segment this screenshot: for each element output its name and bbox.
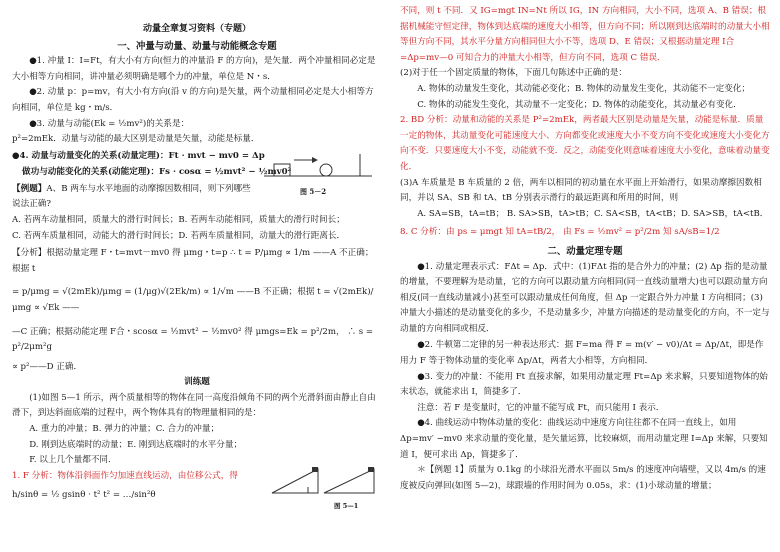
figure-5-2-caption: 图 5－2 <box>300 186 327 196</box>
left-column <box>12 22 382 510</box>
section1-title: 一、冲量与动量、动量与动能概念专题 <box>117 40 277 52</box>
question-3-options: A. SA=SB，tA=tB； B. SA>SB，tA>tB；C. SA<SB，tA<tB；D. SA>SB，tA<tB． <box>417 208 769 219</box>
variable-force-impulse: ●3. 变力的冲量：不能用 Ft 直接求解，如果用动量定理 Ft=Δp 来求解，只要知道物体的始末状态，就能求出 I，简捷多了． <box>400 371 768 398</box>
answer-2: 2. BD 分析：动量和动能的关系是 P²=2mEk，两者最大区别是动量是矢量，动能是标量．质量一定的物体，其动量变化可能速度大小、方向都变化或速度大小不变方向不变化或速度大小变化方向不变．只要速度大小不变，动能就不变．反之，动能变化则意味着速度大小变化，意味着动量变化． <box>400 115 770 172</box>
example-text: 【例题】A、B 两车与水平地面的动摩擦因数相同，则下列哪些说法正确? <box>12 183 251 210</box>
variable-force-note: 注意：若 F 是变量时，它的冲量不能写成 Ft，而只能用 I 表示． <box>417 402 665 413</box>
doc-title: 动量全章复习资料（专题） <box>142 24 251 34</box>
theorem-expression: ●1. 动量定理表示式：FΔt = Δp．式中：(1)FΔt 指的是合外力的冲量；(2) Δp 指的是动量的增量，不要理解为是动量，它的方向可以跟动量方向相同(同一直线动量增大)也可以跟动量方向相反(同一直线动量减小)甚至可以跟动量成任何角度，但 Δp 一定跟合外力冲量 I 方向相同；(3)冲量大小描述的是动量变化的多少，不是动量多少，冲量方向描述的是动量变化的方向，不一定与动量的方向相同或相反． <box>400 261 770 334</box>
analysis-line-1: 【分析】根据动量定理 F・t=mvt－mv0 得 μmg・t=p ∴ t = P/μmg ∝ 1/m ——A 不正确；根据 t <box>12 248 374 274</box>
option-c-d: C. 若两车质量相同，动能大的滑行时间长；D. 若两车质量相同，动量大的滑行距离长． <box>12 230 346 241</box>
para-momentum: ●2. 动量 p：p=mv，有大小有方向(沿 v 的方向)是矢量，两个动量相同必定是大小相等方向相同，单位是 kg・m/s． <box>12 87 374 113</box>
para-impulse: ●1. 冲量 I：I=Ft，有大小有方向(恒力的冲量沿 F 的方向)，是矢量．两个冲量相同必定是大小相等方向相同，讲冲量必须明确是哪个力的冲量，单位是 N・s． <box>12 56 376 82</box>
training-title: 训练题 <box>184 377 210 388</box>
training-q1: (1)如图 5—1 所示，两个质量相等的物体在同一高度沿倾角不同的两个光滑斜面由静止自由滑下，到达斜面底端的过程中，两个物体具有的物理量相同的是： <box>12 392 376 419</box>
question-2-options-ab: A. 物体的动量发生变化，其动能必变化；B. 物体的动量发生变化，其动能不一定变化； <box>417 83 751 94</box>
training-q1-options-abc: A. 重力的冲量；B. 弹力的冲量；C. 合力的冲量； <box>29 424 220 435</box>
figure-5-1-caption: 图 5—1 <box>334 501 359 510</box>
example-1: ＊【例题 1】质量为 0.1kg 的小球沿光滑水平面以 5m/s 的速度冲向墙壁，又以 4m/s 的速度被反向弹回(如图 5—2)，球跟墙的作用时间为 0.05s，求：(1)小球动量的增量； <box>400 465 766 491</box>
para-momentum-energy-relation: p²=2mEk．动量与动能的最大区别是动量是矢量，动能是标量． <box>12 134 260 145</box>
right-column <box>400 4 770 494</box>
question-2: (2)对于任一个固定质量的物体，下面几句陈述中正确的是： <box>400 68 628 79</box>
training-q1-options-de: D. 刚到达底端时的动量；E. 刚到达底端时的水平分量； <box>29 439 243 450</box>
analysis-line-4: ∝ p²——D 正确． <box>12 361 83 372</box>
answer-3: 8. C 分析：由 ps = μmgt 知 tA=tB/2， 由 Fs = ½mv² = p²/2m 知 sA/sB=1/2 <box>400 227 720 238</box>
newton-second-law: ●2. 牛顿第二定律的另一种表达形式：据 F=ma 得 F = m(v′ − v0)/Δt = Δp/Δt，即是作用力 F 等于物体动量的变化率 Δp/Δt，两者大小相等，方向相同． <box>400 340 764 367</box>
answer-1-continued: 不同，则 t 不同．又 IG=mgt IN=Nt 所以 IG，IN 方向相同，大小不同，选项 A、B 错误；根据机械能守恒定律，物体到达底端的速度大小相等，但方向不同；所以刚到达底端时的动量大小相等但方向不同，其水平分量方向相同但大小不等，选项 D、E 错误；又根据动量定理 I合=Δp=mv—0 可知合力的冲量大小相等，但方向不同，选项 C 错误． <box>400 6 770 63</box>
question-2-options-cd: C. 物体的动能发生变化，其动量不一定变化；D. 物体的动能变化，其动量必有变化． <box>417 99 742 110</box>
theorem-momentum: ●4. 动量与动量变化的关系(动量定理)：Ft · mvt − mv0 = Δp <box>12 150 265 161</box>
para-momentum-energy: ●3. 动量与动能(Ek = ½mv²)的关系是： <box>29 118 190 129</box>
figure-5-1-slopes <box>268 463 378 497</box>
analysis-line-3: —C 正确；根据动能定理 F合・scosα = ½mvt² − ½mv0² 得 μmgs=Ek = p²/2m， ∴ s = p²/2μm²g <box>12 326 374 353</box>
curved-motion-momentum: ●4. 曲线运动中物体动量的变化：曲线运动中速度方向往往都不在同一直线上，如用 Δp=mv′ −mv0 来求动量的变化量，是矢量运算，比较麻烦，而用动量定理 I=Δp 来解，只要知道 I，便可求出 Δp，简捷多了． <box>400 418 768 460</box>
figure-5-2-carts <box>264 152 374 182</box>
analysis-line-2: = p/μmg = √(2mEk)/μmg = (1/μg)√(2Ek/m) ∝ 1/√m ——B 不正确；根据 t = √(2mEk)/μmg ∝ √Ek —— <box>12 287 374 313</box>
training-q1-option-f: F. 以上几个量都不同． <box>29 455 117 466</box>
section2-title: 二、动量定理专题 <box>547 245 623 257</box>
option-a-b: A. 若两车动量相同，质量大的滑行时间长；B. 若两车动能相同，质量大的滑行时间长； <box>12 214 345 225</box>
training-q1-answer: 1. F 分析：物体沿斜面作匀加速直线运动，由位移公式，得 <box>12 470 238 481</box>
question-3: (3)A 车质量是 B 车质量的 2 倍，两车以相同的初动量在水平面上开始滑行，如果动摩擦因数相同，并以 SA、SB 和 tA、tB 分别表示滑行的最远距离和所用的时间，则 <box>400 177 762 204</box>
theorem-energy: 做功与动能变化的关系(动能定理)：Fs · cosα = ½mvt² − ½mv0² <box>22 166 292 177</box>
training-q1-formula: h/sinθ = ½ gsinθ · t² t² = …/sin²θ <box>12 490 156 501</box>
